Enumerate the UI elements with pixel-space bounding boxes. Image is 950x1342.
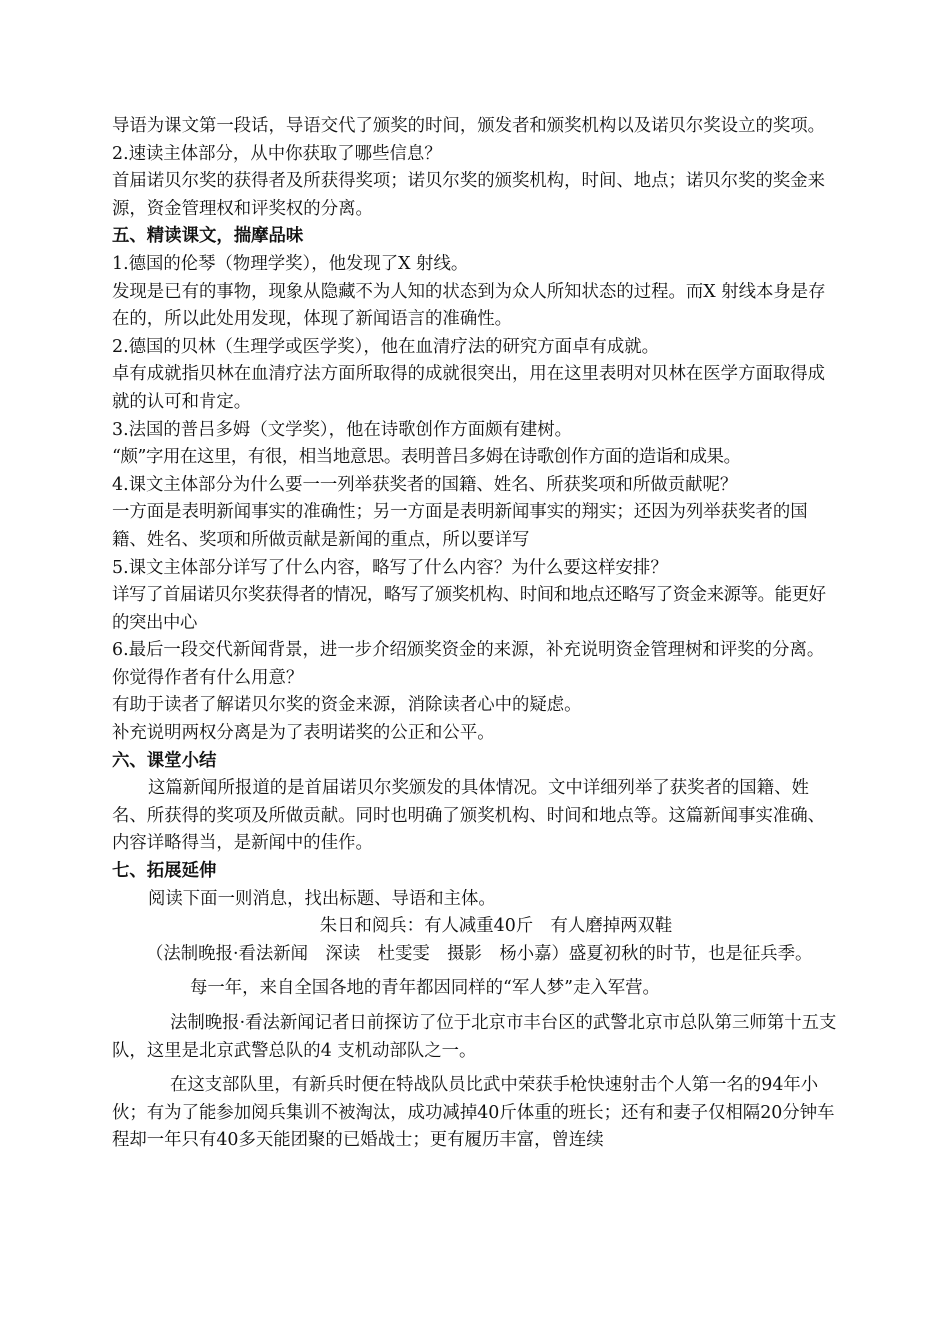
- item-5-answer: 详写了首届诺贝尔奖获得者的情况，略写了颁奖机构、时间和地点还略写了资金来源等。能更好的突出中心: [112, 585, 826, 633]
- item-6: 6.最后一段交代新闻背景，进一步介绍颁奖资金的来源，补充说明资金管理树和评奖的分离。你觉得作者有什么用意？: [112, 640, 825, 688]
- intro-answer: 导语为课文第一段话，导语交代了颁奖的时间，颁发者和颁奖机构以及诺贝尔奖设立的奖项。: [112, 116, 826, 136]
- news-lead: （法制晚报·看法新闻 深读 杜雯雯 摄影 杨小嘉）盛夏初秋的时节，也是征兵季。: [146, 943, 813, 964]
- news-title: 朱日和阅兵：有人减重40斤 有人磨掉两双鞋: [319, 916, 673, 937]
- section-heading-6: 六、课堂小结: [112, 750, 217, 771]
- section-heading-5: 五、精读课文，揣摩品味: [112, 226, 304, 247]
- item-2: 2.德国的贝林（生理学或医学奖），他在血清疗法的研究方面卓有成就。: [112, 336, 660, 357]
- item-1: 1.德国的伦琴（物理学奖），他发现了X 射线。: [112, 253, 469, 274]
- answer-2: 首届诺贝尔奖的获得者及所获得奖项；诺贝尔奖的颁奖机构，时间、地点；诺贝尔奖的奖金来源，资金管理权和评奖权的分离。: [112, 171, 826, 219]
- section-heading-7: 七、拓展延伸: [112, 861, 217, 882]
- item-2-answer: 卓有成就指贝林在血清疗法方面所取得的成就很突出，用在这里表明对贝林在医学方面取得成就的认可和肯定。: [112, 364, 826, 412]
- document-page: [112, 113, 840, 1155]
- news-body-2: 法制晚报·看法新闻记者日前探访了位于北京市丰台区的武警北京市总队第三师第十五支队，这里是北京武警总队的4 支机动部队之一。: [112, 1013, 837, 1061]
- news-body-1: 每一年，来自全国各地的青年都因同样的“军人梦”走入军营。: [190, 978, 660, 999]
- item-4-answer: 一方面是表明新闻事实的准确性；另一方面是表明新闻事实的翔实；还因为列举获奖者的国籍、姓名、奖项和所做贡献是新闻的重点，所以要详写: [112, 502, 808, 550]
- question-2: 2.速读主体部分，从中你获取了哪些信息？: [112, 143, 442, 164]
- item-3: 3.法国的普吕多姆（文学奖），他在诗歌创作方面颇有建树。: [112, 419, 573, 440]
- news-body-3: 在这支部队里，有新兵时便在特战队员比武中荣获手枪快速射击个人第一名的94年小伙；有为了能参加阅兵集训不被淘汰，成功减掉40斤体重的班长；还有和妻子仅相隔20分钟车程却一年只有40多天能团聚的已婚战士；更有履历丰富，曾连续: [112, 1075, 835, 1151]
- item-6-answer-b: 补充说明两权分离是为了表明诺奖的公正和公平。: [112, 723, 495, 744]
- summary-paragraph: 这篇新闻所报道的是首届诺贝尔奖颁发的具体情况。文中详细列举了获奖者的国籍、姓名、所获得的奖项及所做贡献。同时也明确了颁奖机构、时间和地点等。这篇新闻事实准确、内容详略得当，是新闻中的佳作。: [112, 778, 826, 854]
- extension-instruction: 阅读下面一则消息，找出标题、导语和主体。: [148, 888, 496, 909]
- item-4: 4.课文主体部分为什么要一一列举获奖者的国籍、姓名、所获奖项和所做贡献呢？: [112, 474, 738, 495]
- item-3-answer: “颇”字用在这里，有很，相当地意思。表明普吕多姆在诗歌创作方面的造诣和成果。: [112, 447, 741, 468]
- item-5: 5.课文主体部分详写了什么内容，略写了什么内容？为什么要这样安排？: [112, 557, 668, 578]
- item-6-answer-a: 有助于读者了解诺贝尔奖的资金来源，消除读者心中的疑虑。: [112, 695, 582, 716]
- item-1-answer: 发现是已有的事物，现象从隐藏不为人知的状态到为众人所知状态的过程。而X 射线本身是存在的，所以此处用发现，体现了新闻语言的准确性。: [112, 281, 826, 330]
